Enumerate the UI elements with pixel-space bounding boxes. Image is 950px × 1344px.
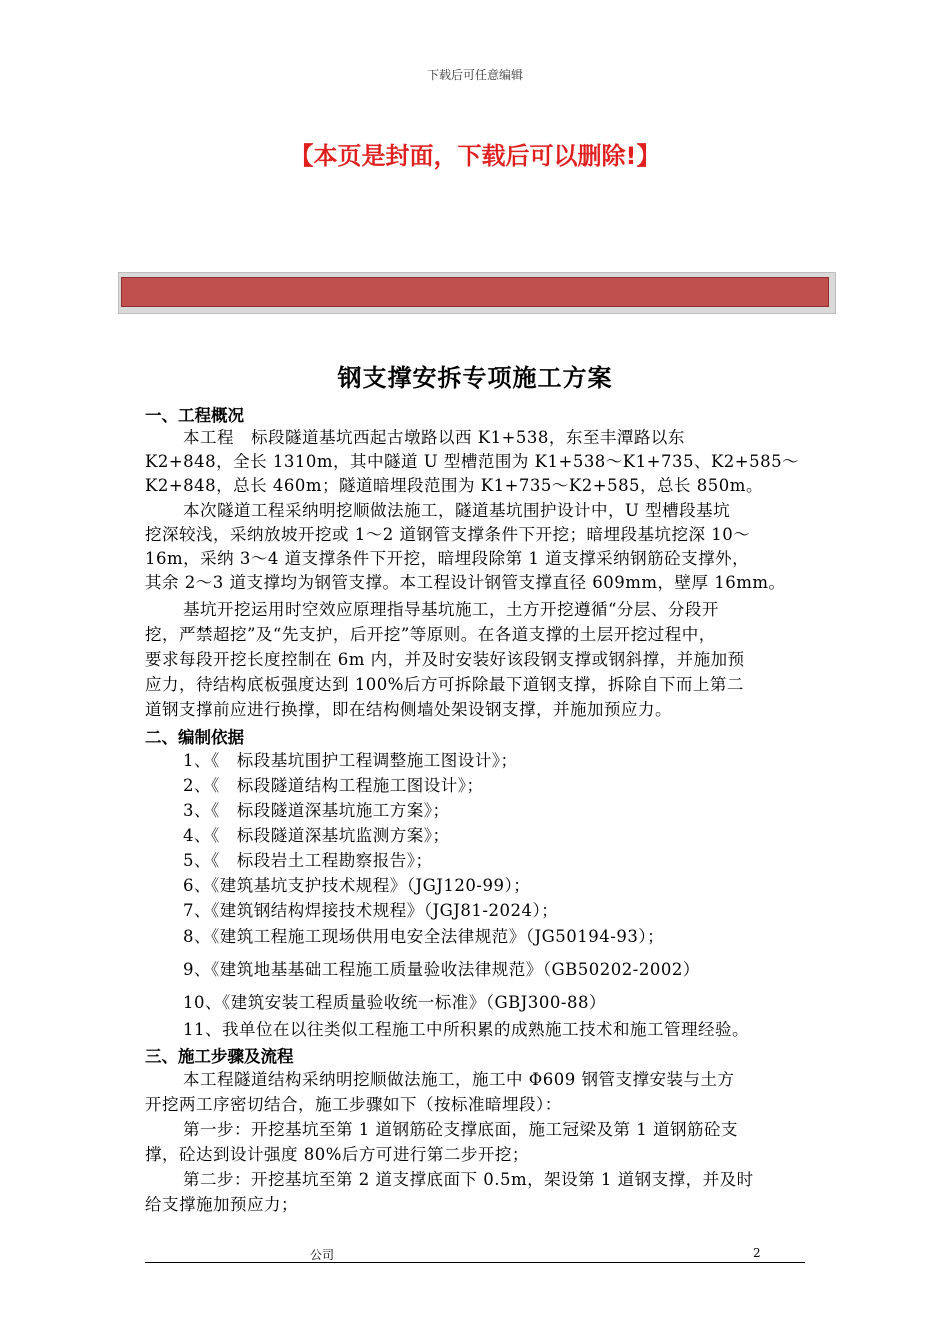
reference-item: 4、《 标段隧道深基坑监测方案》；: [183, 826, 450, 845]
section-1-paragraph-2-line: 其余 2～3 道支撑均为钢管支撑。本工程设计钢管支撑直径 609mm，壁厚 16mm。: [145, 573, 786, 592]
section-3-paragraph-1-line: 本工程隧道结构采纳明挖顺做法施工，施工中 Φ609 钢管支撑安装与土方: [183, 1070, 735, 1089]
footer-page-number: 2: [753, 1246, 761, 1260]
section-3-paragraph-1-line: 开挖两工序密切结合，施工步骤如下（按标准暗埋段）：: [145, 1095, 562, 1114]
step-1-line: 撑，砼达到设计强度 80%后方可进行第二步开挖；: [145, 1145, 529, 1164]
red-banner: [121, 277, 829, 307]
section-1-paragraph-1-line: K2+848，全长 1310m，其中隧道 U 型槽范围为 K1+538～K1+735、K2+585～: [145, 452, 800, 471]
section-1-heading: 一、工程概况: [145, 406, 244, 425]
reference-item: 1、《 标段基坑围护工程调整施工图设计》；: [183, 751, 518, 770]
reference-item: 7、《建筑钢结构焊接技术规程》（JGJ81-2024）；: [183, 901, 559, 920]
reference-item: 5、《 标段岩土工程勘察报告》；: [183, 851, 433, 870]
reference-item: 10、《建筑安装工程质量验收统一标准》（GBJ300-88）: [183, 993, 606, 1012]
section-1-paragraph-3-line: 基坑开挖运用时空效应原理指导基坑施工，土方开挖遵循“分层、分段开: [183, 600, 719, 619]
reference-item: 9、《建筑地基基础工程施工质量验收法律规范》（GB50202-2002）: [183, 960, 700, 979]
section-1-paragraph-3-line: 道钢支撑前应进行换撑，即在结构侧墙处架设钢支撑，并施加预应力。: [145, 700, 672, 719]
step-2-line: 第二步：开挖基坑至第 2 道支撑底面下 0.5m，架设第 1 道钢支撑，并及时: [183, 1170, 754, 1189]
reference-item: 6、《建筑基坑支护技术规程》（JGJ120-99）；: [183, 876, 531, 895]
cover-notice: 【本页是封面，下载后可以删除!】: [289, 142, 661, 170]
step-2-line: 给支撑施加预应力；: [145, 1195, 298, 1214]
section-3-heading: 三、施工步骤及流程: [145, 1047, 294, 1066]
header-note: 下载后可任意编辑: [426, 68, 523, 82]
document-title: 钢支撑安拆专项施工方案: [337, 363, 613, 392]
section-1-paragraph-3-line: 应力，待结构底板强度达到 100%后方可拆除最下道钢支撑，拆除自下而上第二: [145, 675, 744, 694]
reference-item: 2、《 标段隧道结构工程施工图设计》；: [183, 776, 484, 795]
section-1-paragraph-2-line: 本次隧道工程采纳明挖顺做法施工，隧道基坑围护设计中，U 型槽段基坑: [183, 501, 731, 520]
section-2-heading: 二、编制依据: [145, 728, 244, 747]
section-1-paragraph-2-line: 挖深较浅，采纳放坡开挖或 1～2 道钢管支撑条件下开挖；暗埋段基坑挖深 10～: [145, 525, 751, 544]
reference-item: 3、《 标段隧道深基坑施工方案》；: [183, 801, 450, 820]
section-1-paragraph-1-line: 本工程 标段隧道基坑西起古墩路以西 K1+538，东至丰潭路以东: [183, 428, 685, 447]
reference-item: 8、《建筑工程施工现场供用电安全法律规范》（JG50194-93）；: [183, 927, 665, 946]
reference-item: 11、我单位在以往类似工程施工中所积累的成熟施工技术和施工管理经验。: [183, 1020, 749, 1039]
footer-divider: [145, 1262, 805, 1263]
step-1-line: 第一步：开挖基坑至第 1 道钢筋砼支撑底面，施工冠梁及第 1 道钢筋砼支: [183, 1120, 738, 1139]
section-1-paragraph-3-line: 挖，严禁超挖”及“先支护，后开挖”等原则。在各道支撑的土层开挖过程中，: [145, 625, 716, 644]
section-1-paragraph-1-line: K2+848，总长 460m；隧道暗埋段范围为 K1+735～K2+585，总长 850m。: [145, 476, 763, 495]
footer-company: 公司: [310, 1248, 335, 1262]
section-1-paragraph-2-line: 16m，采纳 3～4 道支撑条件下开挖，暗埋段除第 1 道支撑采纳钢筋砼支撑外，: [145, 549, 750, 568]
section-1-paragraph-3-line: 要求每段开挖长度控制在 6m 内，并及时安装好该段钢支撑或钢斜撑，并施加预: [145, 650, 745, 669]
